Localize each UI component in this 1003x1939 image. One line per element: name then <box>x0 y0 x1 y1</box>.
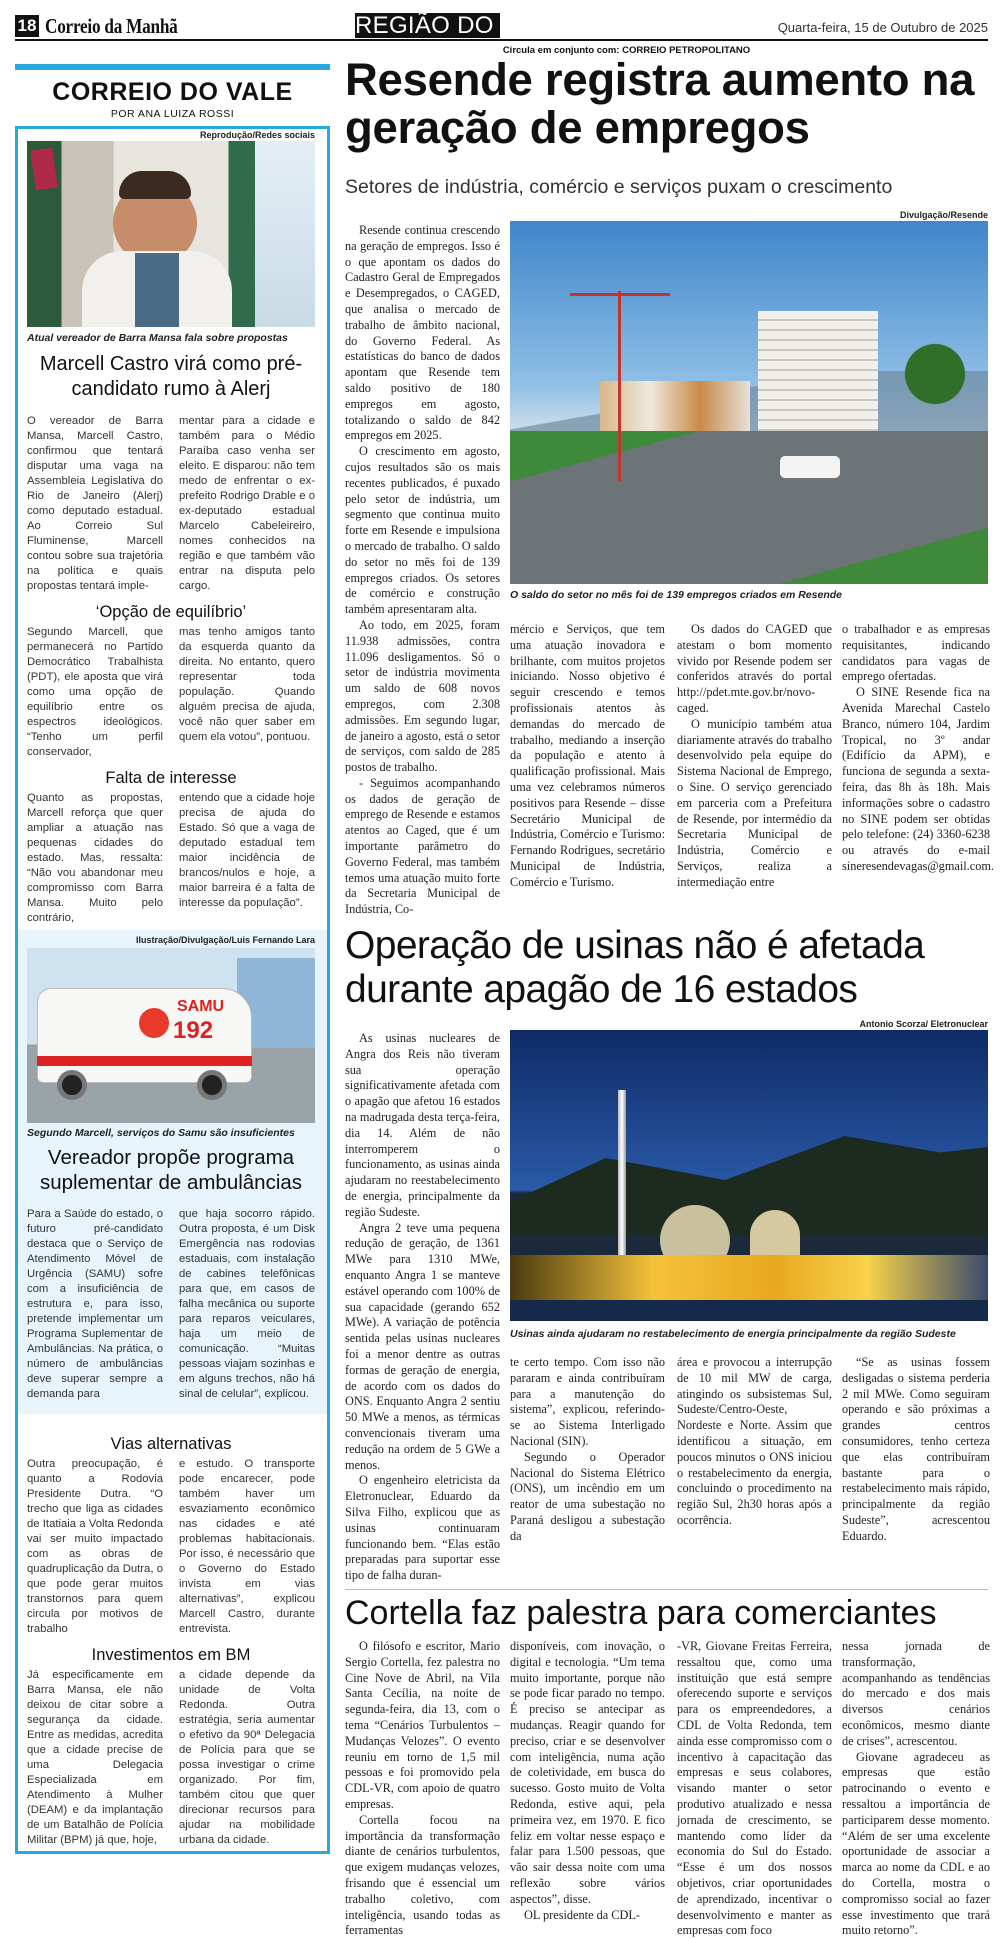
road <box>510 431 988 584</box>
paragraph: O vereador de Barra Mansa, Marcell Castro, confirmou que tentará disputar uma vaga na Assembleia Legislativa do Rio de Janeiro (Alerj) como deputado estadual. Ao Correio Sul Fluminense, Marcell contou sobre sua trajetória na política e quais propostas tentará imple- <box>27 415 163 592</box>
hair <box>119 171 191 199</box>
article-column <box>842 1639 990 1939</box>
water <box>510 1300 988 1321</box>
newspaper-name: Correio da Manhã <box>45 14 178 38</box>
photo-caption: Segundo Marcell, serviços do Samu são insuficientes <box>27 1127 295 1139</box>
paragraph: Angra 2 teve uma pequena redução de geração, de 1361 MWe para 1310 MWe, enquanto Angra 1 se manteve estável operando com 100% de sua capacidade (gerando 652 MWe). A variação de potência sentida pelas usinas nucleares foi a menor dentre as outras formas de geração de energia, de acordo com os dados do ONS. Enquanto Angra 2 sentiu 50 MWe a menos, as térmicas convencionais tiveram uma redução na ordem de 5 GWe a menos. <box>345 1220 500 1472</box>
article-divider <box>345 1589 988 1590</box>
story-columns <box>27 414 315 594</box>
paragraph: mércio e Serviços, que tem uma atuação inovadora e brilhante, com muitos projetos iniciando. Nosso objetivo é seguir crescendo e temos profissionais atentos às demandas do mercado de trabalho, mediando a inserção da população e atento à qualificação profissional. Mais uma vez celebramos números positivos para Resende – disse Secretário Municipal de Indústria, Comércio e Turismo: Fernando Rodrigues, secretário Municipal de Indústria, Comércio e Turismo. <box>510 622 665 889</box>
sidebar-story-ambulance <box>18 930 327 1414</box>
angra-nuclear-plant-photo <box>510 1030 988 1321</box>
story-subhead: Vias alternativas <box>110 1435 232 1453</box>
circulation-note: Circula em conjunto com: CORREIO PETROPOLITANO <box>502 45 751 56</box>
story-subhead: ‘Opção de equilíbrio’ <box>95 603 247 621</box>
paragraph: que haja socorro rápido. Outra proposta, é um Disk Emergência nas rodovias estaduais, com instalação de cabines telefônicas para que, em casos de falha mecânica ou suporte para reparos veiculares, haja um meio de comunicação. “Muitas pessoas viajam sozinhas e em alguns trechos, não há sinal de celular”, explicou. <box>179 1208 315 1400</box>
car <box>780 456 840 478</box>
paragraph: Resende continua crescendo na geração de empregos. Isso é o que apontam os dados do Cadastro Geral de Empregados e Desempregados, o CAGED, que analisa o mercado de trabalho de âmbito nacional, do Governo Federal. As estatísticas do banco de dados apontam que Resende tem saldo positivo de 180 empregos em agosto, totalizando o saldo de 842 empregos em 2025. <box>345 223 500 443</box>
paragraph: O SINE Resende fica na Avenida Marechal Castelo Branco, número 104, Jardim Tropical, no 3º andar (Edifício da APM), e funciona de segunda a sexta-feira, das 8h às 18h. Mais informações sobre o cadastro no SINE podem ser obtidas pelo telefone: (24) 3360-6238 ou através do e-mail sineresendevagas@gmail.com. <box>842 685 995 873</box>
story-column <box>27 1668 163 1848</box>
section-title: REGIÃO DO VALE <box>355 12 562 39</box>
article-column <box>510 622 665 891</box>
paragraph: Cortella focou na importância da transformação diante de cenários turbulentos, que exigem mudanças velozes, frisando que é essencial um trabalho coletivo, com inteligência, usando todas as ferramentas <box>345 1812 500 1938</box>
photo-credit: Ilustração/Divulgação/Luis Fernando Lara <box>135 935 315 945</box>
buildings <box>600 381 750 431</box>
story-columns <box>27 1457 315 1637</box>
photo-caption: Usinas ainda ajudaram no restabelecimento de energia principalmente da região Sudeste <box>510 1328 956 1340</box>
story-column <box>179 791 315 926</box>
story-column <box>27 414 163 594</box>
paragraph: mas tenho amigos tanto da esquerda quanto da direita. No entanto, quero representar toda população. Quando alguém precisa de ajuda, você não quer saber em quem ela votou”, pontuou. <box>179 626 315 743</box>
mountains <box>510 1125 988 1235</box>
story-columns <box>27 1668 315 1848</box>
story-subhead: Falta de interesse <box>105 769 237 787</box>
paragraph: “Se as usinas fossem desligadas o sistema perderia 2 mil MWe. Como seguiram operando e são próximas a grandes centros consumidores, tenho certeza que elas contribuíram bastante para o restabelecimento mais rápido, principalmente da região Sudeste”, acrescentou Eduardo. <box>842 1355 990 1543</box>
sidebar-title: CORREIO DO VALE <box>52 78 293 106</box>
story-column <box>179 1668 315 1848</box>
photo-caption: Atual vereador de Barra Mansa fala sobre propostas <box>27 332 288 344</box>
article-column <box>345 1639 500 1939</box>
photo-credit: Antonio Scorza/ Eletronuclear <box>859 1019 988 1029</box>
story-column <box>27 1207 163 1402</box>
article-column <box>842 622 995 875</box>
paragraph: OL presidente da CDL- <box>524 1907 640 1922</box>
marcell-castro-photo <box>27 141 315 327</box>
flag-icon <box>30 148 57 191</box>
plant-lights <box>510 1255 988 1300</box>
paragraph: área e provocou a interrupção de 10 mil MW de carga, atingindo os subsistemas Sul, Sudeste/Centro-Oeste, Nordeste e Norte. Assim que identificou a situação, em poucos minutos o ONS iniciou o restabelecimento da energia, concluindo o procedimento na região Sul, 2h30 horas após a ocorrência. <box>677 1355 832 1527</box>
street-lamp-arm <box>570 293 670 296</box>
paragraph: Segundo Marcell, que permanecerá no Partido Democrático Trabalhista (PDT), ele aposta que virá como uma opção de equilíbrio entre os espectros ideológicos. “Tenho um perfil conservador, <box>27 626 163 758</box>
story-column <box>179 414 315 594</box>
ambulance-label: SAMU <box>177 998 225 1015</box>
building <box>758 311 878 431</box>
paragraph: Para a Saúde do estado, o futuro pré-candidato destaca que o Serviço de Atendimento Móvel de Urgência (SAMU) sofre com a insuficiência de estrutura e, para isso, pretende implementar um Programa Suplementar de Ambulâncias. Na prática, o número de ambulâncias deve superar sempre a demanda para <box>27 1208 163 1400</box>
paragraph: O município também atua diariamente através do trabalho desenvolvido pela equipe do Sistema Nacional de Emprego, o Sine. O serviço gerenciado em parceria com a Prefeitura de Resende, por intermédio da Secretaria Municipal de Indústria, Comércio e Serviços, realiza a intermediação entre <box>677 716 832 889</box>
samu-logo-icon <box>139 1008 169 1038</box>
sidebar-story-marcell <box>27 346 317 926</box>
paragraph: - Seguimos acompanhando os dados de geração de emprego de Resende e estamos atentos ao Caged, que é um importante parâmetro do Governo Federal, mas também temos uma atuação muito forte da Secretaria Municipal de Indústria, Co- <box>345 775 500 917</box>
samu-ambulance-photo <box>27 948 315 1123</box>
paragraph: a cidade depende da unidade de Volta Redonda. Outra estratégia, seria aumentar o efetivo da 90ª Delegacia de Polícia para que se possa investigar o crime organizado. Por fim, também citou que quer direcionar recursos para ajudar na mobilidade urbana da cidade. <box>179 1669 315 1846</box>
issue-date: Quarta-feira, 15 de Outubro de 2025 <box>777 20 988 35</box>
story-column <box>27 791 163 926</box>
story-columns <box>27 625 315 760</box>
paragraph: O filósofo e escritor, Mario Sergio Cortella, fez palestra no Cine Nove de Abril, na Vila Santa Cecília, na noite de segunda-feira, dia 13, com o tema “Cenários Turbulentos – Mudanças Velozes”. O evento reuniu em torno de 1,5 mil pessoas e foi promovido pela CDL-VR, com apoio de quatro empresas. <box>345 1639 500 1811</box>
paragraph: entendo que a cidade hoje precisa de ajuda do Estado. Só que a vaga de deputado estadual tem maior incidência de brancos/nulos e hoje, a maior barreira é a falta de interesse da população”. <box>179 792 315 909</box>
paragraph: nessa jornada de transformação, acompanhando as tendências do mercado e dos mais diversos cenários econômicos, mesmo diante de crises”, acrescentou. <box>842 1639 990 1748</box>
paragraph: Giovane agradeceu as empresas que estão patrocinando o evento e ressaltou a importância de participarem desse momento. “Além de ser uma excelente oportunidade de associar a marca ao nome da CDL e ao do Cortella, mostra o compromisso social ao fazer esse investimento que trará muito retorno”. <box>842 1749 990 1938</box>
palm-tree <box>900 341 970 451</box>
article-column <box>842 1355 990 1545</box>
header-rule <box>15 39 988 41</box>
article-headline: Operação de usinas não é afetada durante apagão de 16 estados <box>345 924 925 1011</box>
paragraph: Os dados do CAGED que atestam o bom momento vivido por Resende podem ser conferidos através do portal http://pdet.mte.gov.br/novo-caged. <box>677 622 832 715</box>
photo-credit: Divulgação/Resende <box>899 210 988 220</box>
story-columns <box>27 1207 315 1402</box>
article-headline: Resende registra aumento na geração de empregos <box>345 54 975 153</box>
paragraph: Já especificamente em Barra Mansa, ele não deixou de citar sobre a segurança da cidade. Entre as medidas, acredita que a cidade precise de uma Delegacia Especializada em Atendimento à Mulher (DEAM) e da implantação de um Batalhão de Polícia Militar (BPM) já que, hoje, <box>27 1669 163 1846</box>
story-headline: Vereador propõe programa suplementar de ambulâncias <box>39 1146 303 1194</box>
article-column <box>677 1355 832 1529</box>
paragraph: te certo tempo. Com isso não pararam e ainda contribuíram para a manutenção do sistema”, explicou, referindo-se ao Sistema Interligado Nacional (SIN). <box>510 1355 665 1448</box>
article-column <box>345 1031 500 1584</box>
shirt <box>135 253 179 327</box>
article-column <box>510 1639 665 1923</box>
article-column <box>510 1355 665 1545</box>
paragraph: As usinas nucleares de Angra dos Reis não tiveram sua operação significativamente afetada com o apagão que afetou 16 estados na madrugada desta terça-feira, dia 14. Além de não interromperem o funcionamento, as usinas ainda ajudaram no reestabelecimento de energia, principalmente da região Sudeste. <box>345 1031 500 1219</box>
paragraph: mentar para a cidade e também para o Médio Paraíba caso venha ser eleito. E disparou: não tem medo de enfrentar o ex-prefeito Rodrigo Drable e o ex-deputado estadual Marcelo Cabeleireiro, nomes conhecidos na região e que também vão entrar na disputa pelo cargo. <box>179 415 315 592</box>
paragraph: O engenheiro eletricista da Eletronuclear, Eduardo da Silva Filho, explicou que as usinas continuaram funcionando bem. “Elas estão preparadas para suportar esse tipo de falha duran- <box>345 1473 500 1583</box>
paragraph: -VR, Giovane Freitas Ferreira, ressaltou que, como uma instituição que está sempre oferecendo suporte e serviços para os empreendedores, a CDL de Volta Redonda, tem ainda esse compromisso com o incentivo à capacitação das empresas e seus colabores, visando manter o setor produtivo atualizado e nessa jornada de crescimento, se mantendo como líder da economia do Sul do Estado. “Esse é um dos nossos objetivos, criar oportunidades de aprendizado, incentivar o desenvolvimento e manter as empresas com foco <box>677 1639 832 1938</box>
paragraph: Outra preocupação, é quanto a Rodovia Presidente Dutra. “O trecho que liga as cidades de Itatiaia a Volta Redonda vai ser muito impactado com as obras de quadruplicação da Dutra, o que pode gerar muitos transtornos para quem circula por motivos de trabalho <box>27 1458 163 1635</box>
story-subhead: Investimentos em BM <box>91 1646 251 1664</box>
paragraph: disponíveis, com inovação, o digital e tecnologia. “Um tema muito importante, porque não se pode ficar parado no tempo. É preciso se antecipar as mudanças. Reagir quando for preciso, criar e se desenvolver com inteligência, numa ação de coletividade, em busca do sucesso. Gosto muito de Volta Redonda, estive aqui, pela primeira vez, em 1970. E fico feliz em voltar nesse espaço e falar para 1.500 pessoas, que vão sair dessa noite com uma reflexão sobre vários aspectos”, disse. <box>510 1639 665 1906</box>
story-column <box>27 625 163 760</box>
wheel <box>197 1070 227 1100</box>
red-stripe <box>37 1056 252 1066</box>
story-headline: Marcell Castro virá como pré-candidato rumo à Alerj <box>39 353 303 400</box>
story-column <box>179 1457 315 1637</box>
paragraph: Segundo o Operador Nacional do Sistema Elétrico (ONS), um incêndio em um reator de uma subestação no Paraná desligou a subestação da <box>510 1449 665 1543</box>
paragraph: Quanto as propostas, Marcell reforça que quer ampliar a atuação nas pequenas cidades do estado. Mas, ressalta: “Não vou abandonar meu compromisso com Barra Mansa. Muito pelo contrário, <box>27 792 163 924</box>
wheel <box>57 1070 87 1100</box>
paragraph: O crescimento em agosto, cujos resultados são os mais recentes publicados, é puxado pelo setor de indústria, um segmento que continua muito forte em Resende e impulsiona o mercado de trabalho. O saldo do setor no mês foi de 139 empregos criados. Os setores de comércio e construção também apresentaram alta. <box>345 444 500 617</box>
photo-credit: Reprodução/Redes sociais <box>199 130 315 140</box>
flag-icon <box>255 141 315 327</box>
story-column <box>179 1207 315 1402</box>
story-column <box>179 625 315 760</box>
article-headline: Cortella faz palestra para comerciantes <box>345 1594 937 1632</box>
story-column <box>27 1457 163 1637</box>
paragraph: e estudo. O transporte pode encarecer, pode também haver um esvaziamento econômico nas cidades e até problemas habitacionais. Por isso, é necessário que o Governo do Estado invista em vias alternativas”, explicou Marcell Castro, durante entrevista. <box>179 1458 315 1635</box>
article-column <box>345 223 500 918</box>
resende-avenue-photo <box>510 221 988 584</box>
paragraph: o trabalhador e as empresas requisitantes, indicando candidatos para vagas de emprego ofertadas. <box>842 622 990 684</box>
sidebar-story-ambulance-continued <box>27 1426 317 1848</box>
page-number: 18 <box>15 15 39 37</box>
article-column <box>677 622 832 891</box>
sidebar-accent-bar <box>15 64 330 70</box>
sidebar-byline: POR ANA LUIZA ROSSI <box>110 108 235 120</box>
ambulance-number: 192 <box>173 1017 214 1044</box>
story-columns <box>27 791 315 926</box>
photo-caption: O saldo do setor no mês foi de 139 empregos criados em Resende <box>510 589 843 601</box>
article-column <box>677 1639 832 1939</box>
street-lamp <box>618 291 621 481</box>
paragraph: Ao todo, em 2025, foram 11.938 admissões, contra 11.096 desligamentos. Só o setor de indústria movimenta um saldo de 608 novos empregos, com 2.308 admissões. Em segundo lugar, de janeiro a agosto, está o setor de serviços, com saldo de 285 postos de trabalho. <box>345 617 500 775</box>
article-deck: Setores de indústria, comércio e serviços puxam o crescimento <box>345 176 893 198</box>
